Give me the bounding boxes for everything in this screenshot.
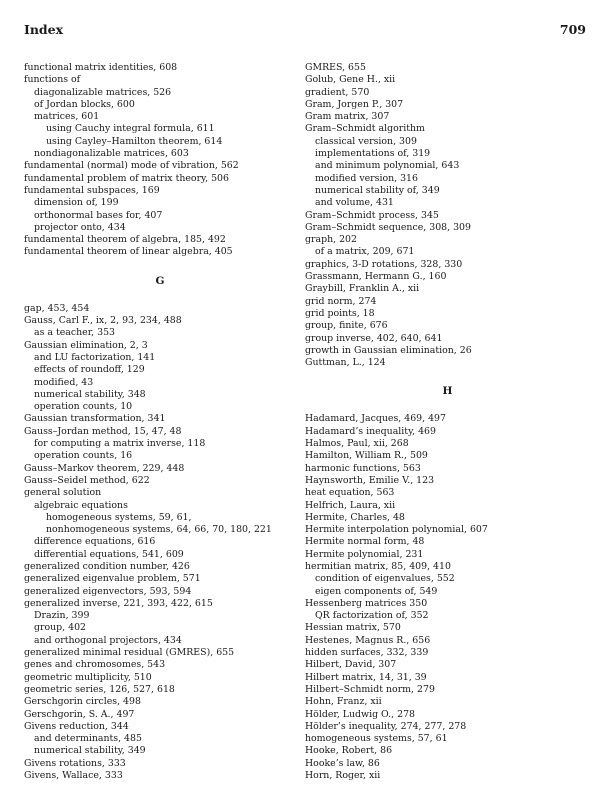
index-entry: Gaussian elimination, 2, 3 bbox=[24, 339, 148, 351]
index-entry: Gauss–Markov theorem, 229, 448 bbox=[24, 462, 185, 474]
index-subentry: QR factorization of, 352 bbox=[315, 610, 429, 622]
index-entry: Hölder’s inequality, 274, 277, 278 bbox=[305, 720, 467, 732]
index-entry: Gerschgorin circles, 498 bbox=[24, 696, 141, 708]
index-subentry: homogeneous systems, 59, 61, bbox=[46, 511, 192, 523]
index-entry: graphics, 3-D rotations, 328, 330 bbox=[305, 258, 463, 270]
index-entry: generalized condition number, 426 bbox=[24, 560, 190, 572]
index-entry: homogeneous systems, 57, 61 bbox=[305, 733, 448, 745]
index-subentry: dimension of, 199 bbox=[34, 197, 119, 209]
index-entry: general solution bbox=[24, 487, 102, 499]
index-entry: Givens, Wallace, 333 bbox=[24, 770, 123, 782]
index-entry: Hessian matrix, 570 bbox=[305, 622, 401, 634]
index-entry: geometric series, 126, 527, 618 bbox=[24, 683, 175, 695]
index-entry: Horn, Roger, xii bbox=[305, 770, 381, 782]
index-subentry: matrices, 601 bbox=[34, 111, 100, 123]
index-entry: Hadamard’s inequality, 469 bbox=[305, 425, 436, 437]
index-entry: hidden surfaces, 332, 339 bbox=[305, 647, 429, 659]
index-subentry: of Jordan blocks, 600 bbox=[34, 98, 135, 110]
index-entry: Haynsworth, Emilie V., 123 bbox=[305, 474, 435, 486]
index-subentry: of a matrix, 209, 671 bbox=[315, 246, 415, 258]
index-column-right bbox=[305, 62, 590, 782]
index-subentry: operation counts, 10 bbox=[34, 401, 133, 413]
index-entry: fundamental problem of matrix theory, 506 bbox=[24, 172, 229, 184]
index-entry: growth in Gaussian elimination, 26 bbox=[305, 344, 472, 356]
index-subentry: Drazin, 399 bbox=[34, 610, 90, 622]
index-entry: gap, 453, 454 bbox=[24, 302, 90, 314]
index-subentry: using Cauchy integral formula, 611 bbox=[46, 123, 215, 135]
index-subentry: numerical stability of, 349 bbox=[315, 184, 440, 196]
index-entry: Gauss–Jordan method, 15, 47, 48 bbox=[24, 425, 182, 437]
section-title: Index bbox=[24, 22, 64, 37]
index-entry: generalized inverse, 221, 393, 422, 615 bbox=[24, 597, 213, 609]
index-subentry: and minimum polynomial, 643 bbox=[315, 160, 460, 172]
index-subentry: numerical stability, 348 bbox=[34, 388, 146, 400]
index-entry: Hölder, Ludwig O., 278 bbox=[305, 708, 416, 720]
index-entry: Hamilton, William R., 509 bbox=[305, 450, 428, 462]
index-entry: Hilbert matrix, 14, 31, 39 bbox=[305, 671, 427, 683]
index-entry: Hermite interpolation polynomial, 607 bbox=[305, 524, 488, 536]
index-entry: grid points, 18 bbox=[305, 307, 375, 319]
index-entry: Hermite, Charles, 48 bbox=[305, 511, 405, 523]
index-entry: gradient, 570 bbox=[305, 86, 370, 98]
index-entry: Hermite normal form, 48 bbox=[305, 536, 425, 548]
index-entry: Hohn, Franz, xii bbox=[305, 696, 382, 708]
index-subentry: classical version, 309 bbox=[315, 135, 417, 147]
index-entry: Gram matrix, 307 bbox=[305, 111, 390, 123]
index-entry: Hilbert, David, 307 bbox=[305, 659, 397, 671]
index-subentry: and volume, 431 bbox=[315, 197, 394, 209]
index-entry: Helfrich, Laura, xii bbox=[305, 499, 396, 511]
index-entry: Givens reduction, 344 bbox=[24, 720, 129, 732]
index-entry: Hestenes, Magnus R., 656 bbox=[305, 634, 431, 646]
index-subentry: nondiagonalizable matrices, 603 bbox=[34, 148, 189, 160]
index-entry: Gauss, Carl F., ix, 2, 93, 234, 488 bbox=[24, 315, 182, 327]
section-letter-heading: G bbox=[155, 274, 165, 287]
index-entry: fundamental theorem of algebra, 185, 492 bbox=[24, 234, 226, 246]
index-entry: generalized minimal residual (GMRES), 655 bbox=[24, 647, 235, 659]
index-entry: graph, 202 bbox=[305, 234, 357, 246]
spacer bbox=[24, 259, 296, 271]
index-subentry: modified, 43 bbox=[34, 376, 94, 388]
index-subentry: eigen components of, 549 bbox=[315, 585, 438, 597]
index-entry: Hilbert–Schmidt norm, 279 bbox=[305, 683, 435, 695]
index-subentry: projector onto, 434 bbox=[34, 221, 126, 233]
index-entry: Gram–Schmidt algorithm bbox=[305, 123, 425, 135]
index-entry: harmonic functions, 563 bbox=[305, 462, 421, 474]
index-entry: Grassmann, Hermann G., 160 bbox=[305, 271, 447, 283]
index-entry: functional matrix identities, 608 bbox=[24, 62, 178, 73]
spacer bbox=[305, 401, 590, 413]
index-entry: Givens rotations, 333 bbox=[24, 757, 126, 769]
index-subentry: modified version, 316 bbox=[315, 172, 418, 184]
spacer bbox=[24, 291, 296, 303]
index-entry: geometric multiplicity, 510 bbox=[24, 671, 152, 683]
index-entry: generalized eigenvalue problem, 571 bbox=[24, 573, 201, 585]
index-entry: grid norm, 274 bbox=[305, 295, 377, 307]
index-entry: fundamental theorem of linear algebra, 405 bbox=[24, 246, 233, 258]
index-subentry: implementations of, 319 bbox=[315, 148, 431, 160]
index-entry: Hooke, Robert, 86 bbox=[305, 745, 393, 757]
index-subentry: effects of roundoff, 129 bbox=[34, 364, 145, 376]
index-entry: hermitian matrix, 85, 409, 410 bbox=[305, 560, 451, 572]
index-entry: Hessenberg matrices 350 bbox=[305, 597, 428, 609]
index-entry: Gerschgorin, S. A., 497 bbox=[24, 708, 135, 720]
index-subentry: group, 402 bbox=[34, 622, 87, 634]
section-letter-heading: H bbox=[442, 385, 453, 398]
index-entry: Graybill, Franklin A., xii bbox=[305, 283, 420, 295]
index-subentry: and determinants, 485 bbox=[34, 733, 142, 745]
index-subentry: algebraic equations bbox=[34, 499, 128, 511]
index-entry: Hooke’s law, 86 bbox=[305, 757, 380, 769]
index-subentry: condition of eigenvalues, 552 bbox=[315, 573, 455, 585]
index-entry: group inverse, 402, 640, 641 bbox=[305, 332, 443, 344]
index-entry: fundamental subspaces, 169 bbox=[24, 184, 160, 196]
index-column-left bbox=[24, 62, 296, 782]
index-entry: genes and chromosomes, 543 bbox=[24, 659, 166, 671]
index-entry: Gaussian transformation, 341 bbox=[24, 413, 166, 425]
index-subentry: difference equations, 616 bbox=[34, 536, 156, 548]
index-entry: Guttman, L., 124 bbox=[305, 357, 386, 369]
index-subentry: diagonalizable matrices, 526 bbox=[34, 86, 172, 98]
index-entry: Halmos, Paul, xii, 268 bbox=[305, 438, 409, 450]
index-entry: heat equation, 563 bbox=[305, 487, 395, 499]
index-entry: functions of bbox=[24, 74, 81, 86]
index-subentry: operation counts, 16 bbox=[34, 450, 133, 462]
index-entry: Hadamard, Jacques, 469, 497 bbox=[305, 413, 446, 425]
index-subentry: numerical stability, 349 bbox=[34, 745, 146, 757]
index-subentry: differential equations, 541, 609 bbox=[34, 548, 184, 560]
index-entry: Hermite polynomial, 231 bbox=[305, 548, 424, 560]
index-entry: Gram, Jorgen P., 307 bbox=[305, 98, 404, 110]
index-entry: fundamental (normal) mode of vibration, 562 bbox=[24, 160, 239, 172]
index-subentry: nonhomogeneous systems, 64, 66, 70, 180, 221 bbox=[46, 524, 272, 536]
page-number: 709 bbox=[559, 22, 586, 37]
spacer bbox=[305, 369, 590, 381]
index-subentry: for computing a matrix inverse, 118 bbox=[34, 438, 206, 450]
index-entry: Gauss–Seidel method, 622 bbox=[24, 474, 150, 486]
index-entry: Gram–Schmidt process, 345 bbox=[305, 209, 439, 221]
index-subentry: orthonormal bases for, 407 bbox=[34, 209, 163, 221]
index-entry: Gram–Schmidt sequence, 308, 309 bbox=[305, 221, 471, 233]
index-entry: group, finite, 676 bbox=[305, 320, 388, 332]
index-subentry: and orthogonal projectors, 434 bbox=[34, 634, 182, 646]
index-entry: GMRES, 655 bbox=[305, 62, 366, 73]
index-subentry: as a teacher, 353 bbox=[34, 327, 115, 339]
index-subentry: and LU factorization, 141 bbox=[34, 351, 156, 363]
index-entry: generalized eigenvectors, 593, 594 bbox=[24, 585, 192, 597]
index-subentry: using Cayley–Hamilton theorem, 614 bbox=[46, 135, 223, 147]
index-entry: Golub, Gene H., xii bbox=[305, 74, 396, 86]
